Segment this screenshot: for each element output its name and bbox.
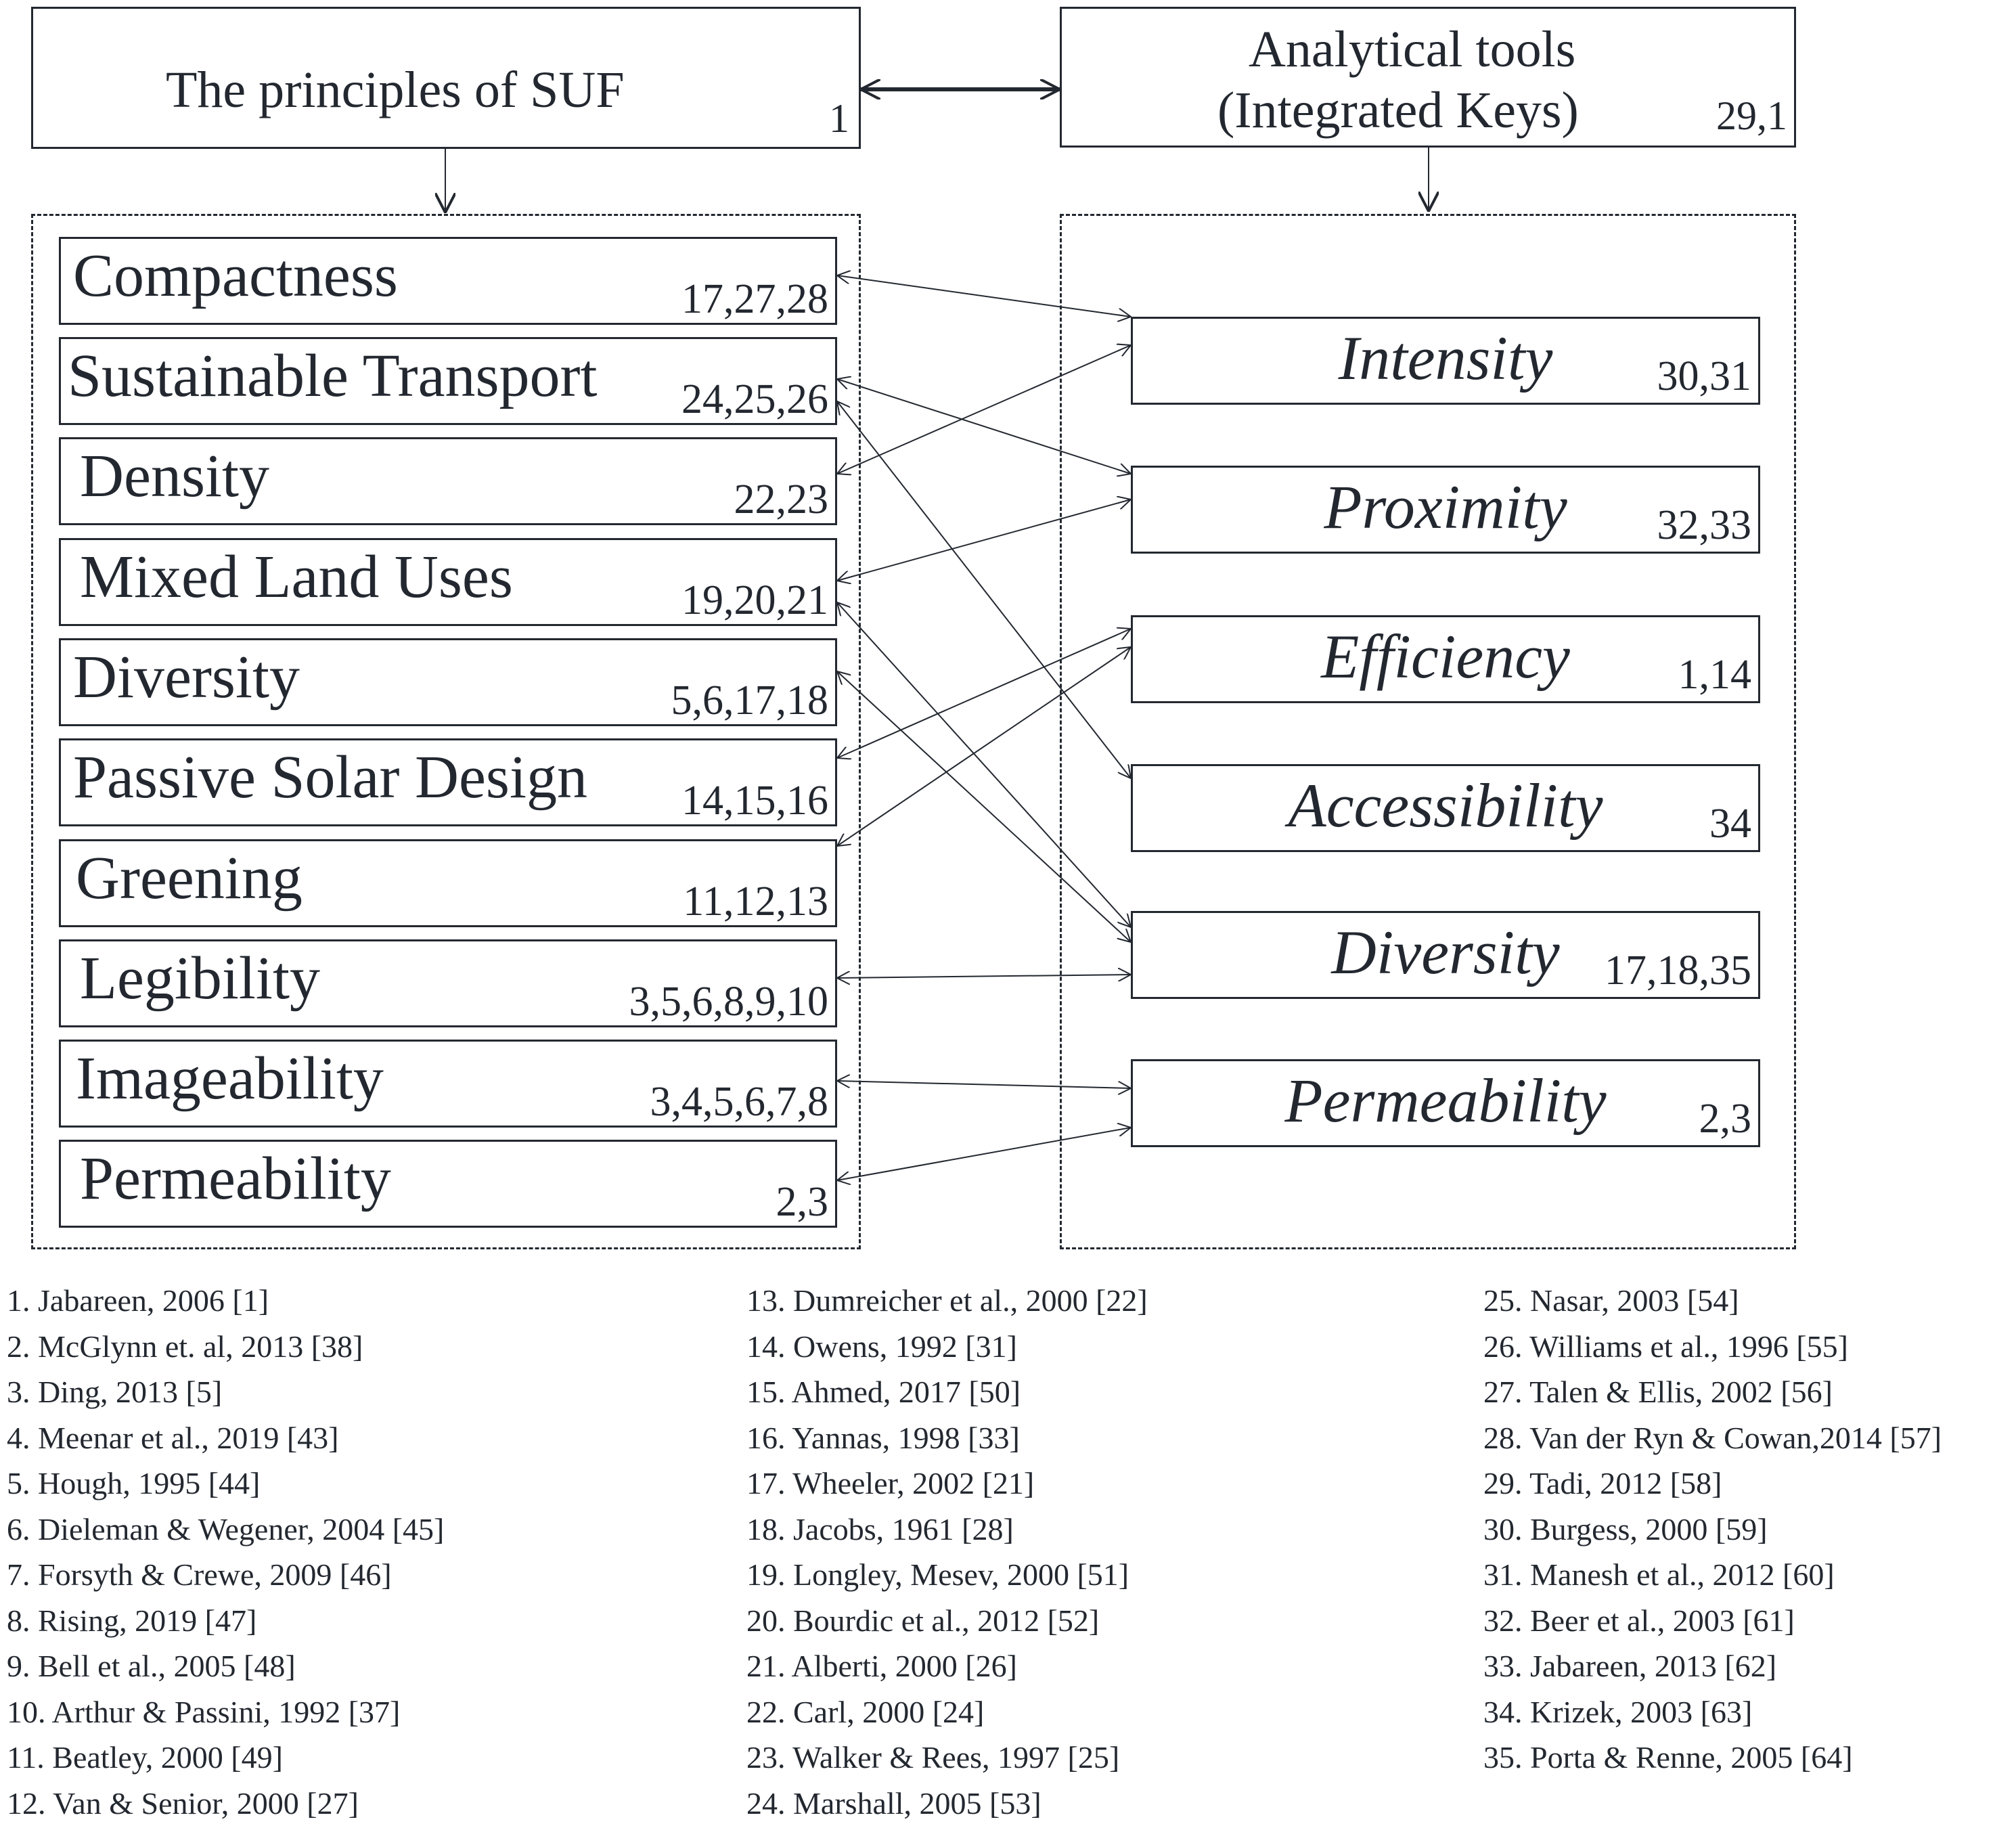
references-col-3 (1483, 1278, 1942, 1781)
reference-item: 34. Krizek, 2003 [63] (1483, 1689, 1942, 1735)
principle-label: Imageability (76, 1048, 384, 1109)
principle-refs: 11,12,13 (683, 881, 828, 922)
tool-label: Permeability (1133, 1069, 1758, 1132)
reference-item: 31. Manesh et al., 2012 [60] (1483, 1552, 1942, 1598)
reference-item: 18. Jacobs, 1961 [28] (746, 1507, 1148, 1553)
reference-item: 33. Jabareen, 2013 [62] (1483, 1643, 1942, 1689)
reference-item: 13. Dumreicher et al., 2000 [22] (746, 1278, 1148, 1324)
principle-label: Density (80, 446, 269, 507)
reference-item: 26. Williams et al., 1996 [55] (1483, 1324, 1942, 1370)
tool-refs: 32,33 (1657, 504, 1752, 546)
reference-item: 19. Longley, Mesev, 2000 [51] (746, 1552, 1148, 1598)
principle-label: Compactness (73, 246, 398, 307)
reference-item: 28. Van der Ryn & Cowan,2014 [57] (1483, 1415, 1942, 1461)
reference-item: 32. Beer et al., 2003 [61] (1483, 1598, 1942, 1644)
tool-refs: 17,18,35 (1605, 950, 1751, 992)
principles-header-refs: 1 (829, 98, 849, 139)
reference-item: 22. Carl, 2000 [24] (746, 1689, 1148, 1735)
tool-label: Efficiency (1133, 625, 1758, 688)
principle-refs: 3,4,5,6,7,8 (650, 1081, 829, 1123)
reference-item: 27. Talen & Ellis, 2002 [56] (1483, 1369, 1942, 1415)
tool-label: Intensity (1133, 327, 1758, 389)
reference-item: 5. Hough, 1995 [44] (7, 1461, 444, 1507)
reference-item: 8. Rising, 2019 [47] (7, 1598, 444, 1644)
reference-item: 4. Meenar et al., 2019 [43] (7, 1415, 444, 1461)
reference-item: 2. McGlynn et. al, 2013 [38] (7, 1324, 444, 1370)
reference-item: 35. Porta & Renne, 2005 [64] (1483, 1735, 1942, 1781)
tool-refs: 34 (1709, 803, 1751, 845)
tool-label: Accessibility (1133, 774, 1758, 837)
reference-item: 7. Forsyth & Crewe, 2009 [46] (7, 1552, 444, 1598)
principle-label: Sustainable Transport (68, 346, 598, 407)
tool-label: Diversity (1133, 921, 1758, 983)
reference-item: 6. Dieleman & Wegener, 2004 [45] (7, 1507, 444, 1553)
principle-label: Mixed Land Uses (80, 547, 513, 608)
reference-item: 24. Marshall, 2005 [53] (746, 1781, 1148, 1826)
reference-item: 15. Ahmed, 2017 [50] (746, 1369, 1148, 1415)
tool-refs: 2,3 (1699, 1098, 1752, 1140)
reference-item: 17. Wheeler, 2002 [21] (746, 1461, 1148, 1507)
tool-refs: 1,14 (1678, 654, 1752, 696)
principle-refs: 19,20,21 (681, 579, 828, 621)
principle-refs: 14,15,16 (681, 780, 828, 822)
reference-item: 16. Yannas, 1998 [33] (746, 1415, 1148, 1461)
principle-label: Legibility (80, 948, 320, 1009)
reference-item: 12. Van & Senior, 2000 [27] (7, 1781, 444, 1826)
tools-header-title-line2: (Integrated Keys) (1217, 85, 1579, 136)
principle-label: Greening (76, 848, 303, 909)
reference-item: 25. Nasar, 2003 [54] (1483, 1278, 1942, 1324)
principle-refs: 22,23 (734, 478, 829, 520)
reference-item: 11. Beatley, 2000 [49] (7, 1735, 444, 1781)
reference-item: 3. Ding, 2013 [5] (7, 1369, 444, 1415)
reference-item: 20. Bourdic et al., 2012 [52] (746, 1598, 1148, 1644)
principle-refs: 17,27,28 (681, 278, 828, 320)
reference-item: 21. Alberti, 2000 [26] (746, 1643, 1148, 1689)
reference-item: 23. Walker & Rees, 1997 [25] (746, 1735, 1148, 1781)
principle-label: Passive Solar Design (73, 747, 587, 808)
references-col-2 (746, 1278, 1148, 1826)
reference-item: 29. Tadi, 2012 [58] (1483, 1461, 1942, 1507)
principle-refs: 3,5,6,8,9,10 (629, 981, 829, 1023)
reference-item: 9. Bell et al., 2005 [48] (7, 1643, 444, 1689)
principle-refs: 2,3 (776, 1181, 829, 1223)
principle-label: Diversity (73, 647, 300, 708)
tool-refs: 30,31 (1657, 355, 1752, 397)
references-col-1 (7, 1278, 444, 1826)
tools-header-refs: 29,1 (1716, 95, 1787, 136)
reference-item: 30. Burgess, 2000 [59] (1483, 1507, 1942, 1553)
reference-item: 14. Owens, 1992 [31] (746, 1324, 1148, 1370)
reference-item: 1. Jabareen, 2006 [1] (7, 1278, 444, 1324)
tools-header-title-line1: Analytical tools (1249, 24, 1575, 75)
reference-item: 10. Arthur & Passini, 1992 [37] (7, 1689, 444, 1735)
tool-label: Proximity (1133, 476, 1758, 538)
principle-label: Permeability (80, 1149, 391, 1209)
principles-header-title: The principles of SUF (166, 64, 625, 116)
principle-refs: 24,25,26 (681, 378, 828, 420)
principle-refs: 5,6,17,18 (671, 680, 829, 721)
